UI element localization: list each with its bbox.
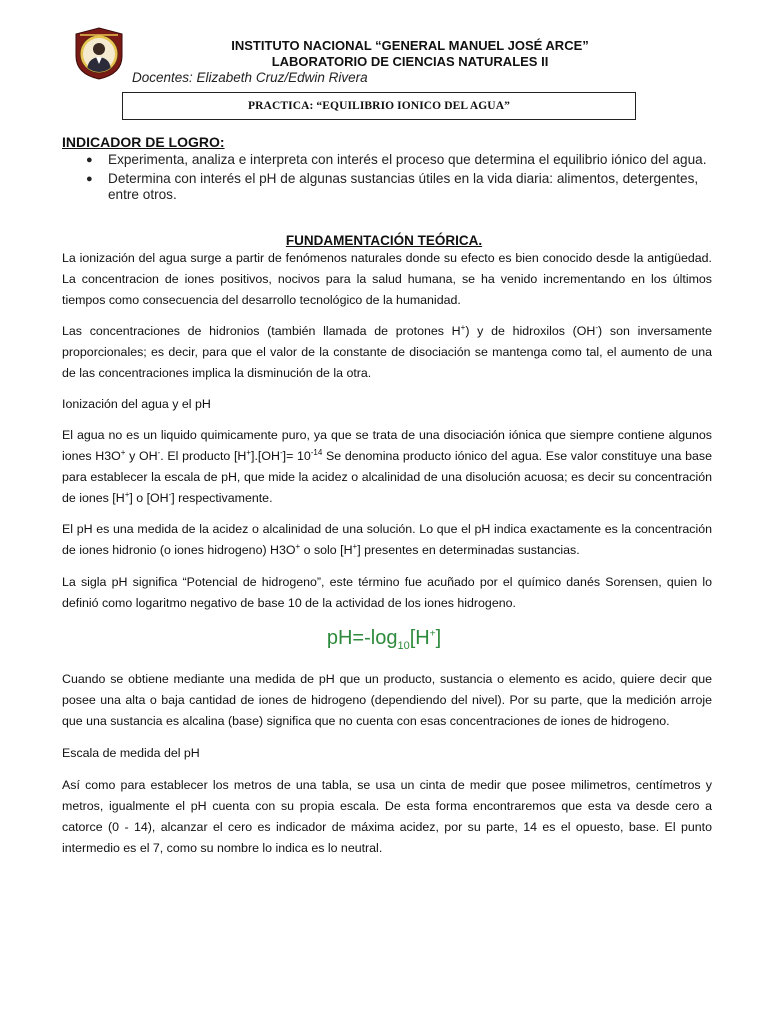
text-run: y OH: [125, 449, 158, 463]
text-run: ) y de hidroxilos (OH: [465, 324, 596, 338]
text-run: ] presentes en determinadas sustancias.: [357, 543, 580, 557]
ph-formula: [0, 627, 768, 652]
list-item: [62, 171, 722, 203]
text-run: ]= 10: [282, 449, 311, 463]
paragraph-escala: Así como para establecer los metros de una tabla, se usa un cinta de medir que posee milimetros, centímetros y metros, igualmente el pH cuenta con su propia escala. De esta forma encontraremos que esta va desde cero a catorce (0 - 14), alcanzar el cero es indicador de máxima acidez, por su parte, 14 es el opuesto, base. El punto intermedio es el 7, como su nombre lo indica es lo neutral.: [62, 778, 712, 855]
superscript: -: [157, 447, 161, 457]
subtitle-escala: Escala de medida del pH: [62, 746, 200, 760]
paragraph-ionizacion: La ionización del agua surge a partir de fenómenos naturales donde su efecto es bien conocido desde la antigüedad. La concentracion de iones positivos, nocivos para la salud humana, se ha venido incrementando en los últimos tiempos como consecuencia del desarrollo tecnológico de la humanidad.: [62, 251, 712, 307]
text-run: Se denomina producto iónico del agua. Ese valor constituye una base para establecer la escala de pH, que mide la acidez o alcalinidad de una disolución acuosa; es decir su concentración de iones [H: [62, 449, 712, 505]
lab-name: LABORATORIO DE CIENCIAS NATURALES II: [271, 54, 549, 69]
list-item-text: Determina con interés el pH de algunas sustancias útiles en la vida diaria: alimentos, detergentes, entre otros.: [108, 171, 699, 202]
text-run: El agua no es un liquido quimicamente puro, ya que se trata de una disociación iónica que siempre contiene algunos iones H3O: [62, 428, 712, 463]
list-item-text: Experimenta, analiza e interpreta con interés el proceso que determina el equilibrio iónico del agua.: [108, 152, 707, 167]
indicador-title: INDICADOR DE LOGRO:: [62, 134, 225, 150]
school-crest-logo: [72, 26, 126, 80]
formula-text: [H: [409, 627, 430, 649]
superscript: +: [352, 541, 358, 551]
text-run: ].[OH: [251, 449, 280, 463]
superscript: +: [295, 541, 301, 551]
subtitle-ionizacion: Ionización del agua y el pH: [62, 397, 211, 411]
text-run: o solo [H: [300, 543, 353, 557]
text-run: ) son inversamente proporcionales; es decir, para que el valor de la constante de disociación se mantenga como tal, el aumento de una de las concentraciones implica la disminución de la otra.: [62, 324, 712, 380]
fundamentacion-title: FUNDAMENTACIÓN TEÓRICA.: [285, 233, 483, 248]
superscript: +: [120, 447, 126, 457]
superscript: +: [460, 322, 466, 332]
text-run: . El producto [H: [160, 449, 247, 463]
text-run: Las concentraciones de hidronios (también llamada de protones H: [62, 324, 461, 338]
superscript: -: [168, 489, 172, 499]
indicador-list: [62, 152, 722, 206]
formula-text: pH=-log: [326, 627, 398, 649]
docentes-line: Docentes: Elizabeth Cruz/Edwin Rivera: [132, 70, 368, 85]
formula-superscript: +: [429, 628, 436, 640]
formula-text: ]: [435, 627, 442, 649]
formula-subscript: 10: [397, 640, 410, 652]
paragraph-sigla: La sigla pH significa “Potencial de hidrogeno”, este término fue acuñado por el químico danés Sorensen, quien lo definió como logaritmo negativo de base 10 de la actividad de los iones hidrogeno.: [62, 575, 712, 610]
superscript: +: [246, 447, 252, 457]
practice-title: PRACTICA: “EQUILIBRIO IONICO DEL AGUA”: [248, 100, 510, 112]
superscript: -: [279, 447, 283, 457]
superscript: +: [124, 489, 130, 499]
institution-name: INSTITUTO NACIONAL “GENERAL MANUEL JOSÉ ARCE”: [231, 38, 589, 53]
paragraph-acido: Cuando se obtiene mediante una medida de pH que un producto, sustancia o elemento es acido, quiere decir que posee una alta o baja cantidad de iones de hidrogeno (dependiendo del nivel). Por su parte, que la medición arroje que una sustancia es alcalina (base) significa que no cuenta con esas concentraciones de iones de hidrogeno.: [62, 672, 712, 728]
bullet-icon: ●: [86, 173, 93, 185]
practice-title-box: [122, 92, 636, 120]
text-run: El pH es una medida de la acidez o alcalinidad de una solución. Lo que el pH indica exactamente es la concentración de iones hidronio (o iones hidrogeno) H3O: [62, 522, 712, 557]
list-item: [62, 152, 722, 168]
superscript: -: [595, 322, 599, 332]
superscript: -14: [310, 447, 323, 457]
bullet-icon: ●: [86, 154, 93, 166]
paragraph-concentraciones: [62, 321, 712, 384]
paragraph-ph-medida: [62, 519, 712, 561]
text-run: ] respectivamente.: [171, 491, 273, 505]
text-run: ] o [OH: [129, 491, 169, 505]
paragraph-agua: [62, 425, 712, 509]
